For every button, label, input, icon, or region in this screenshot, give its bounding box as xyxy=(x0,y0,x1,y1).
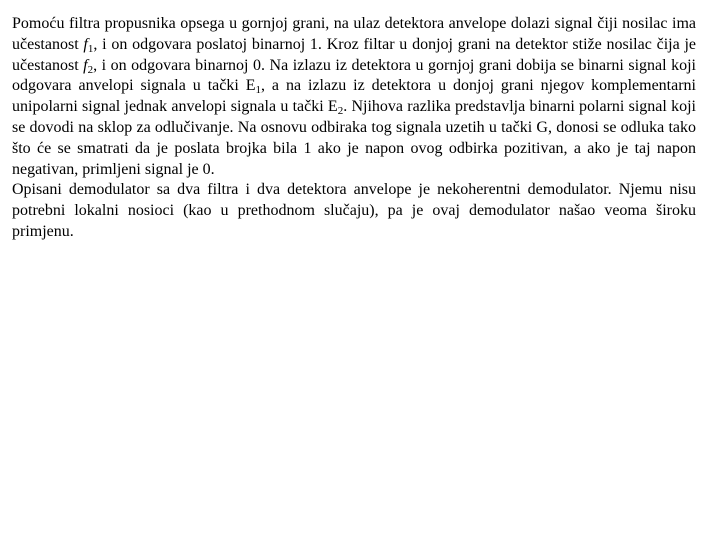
paragraph-1 xyxy=(12,14,696,180)
frequency-f1-symbol: f xyxy=(83,35,88,53)
point-e2-subscript: 2 xyxy=(337,105,344,118)
paragraph-1-text-4: , a na izlazu iz detektora u donjoj grani njegov komplementarni unipolarni signal jednak anvelopi signala u tački E xyxy=(12,77,697,116)
paragraph-1-text-1: Pomoću filtra propusnika opsega u gornjoj grani, na ulaz detektora anvelope dolazi signal čiji nosilac ima učestanost xyxy=(12,15,696,53)
paragraph-1-text-5: . Njihova razlika predstavlja binarni polarni signal koji se dovodi na sklop za odlučivanje. Na osnovu odbiraka tog signala uzetih u tački G, donosi se odluka tako što će se smatrati da je poslata brojka bila 1 ako je napon ovog odbirka pozitivan, a ako je taj napon negativan, primljeni signal je 0. xyxy=(12,98,697,178)
frequency-f2-symbol: f xyxy=(83,56,88,74)
paragraph-1-text-3: , i on odgovara binarnoj 0. Na izlazu iz detektora u gornjoj grani dobija se binarni signal koji odgovara anvelopi signala u tački E xyxy=(12,56,696,95)
frequency-f1-subscript: 1 xyxy=(87,42,94,55)
paragraph-2: Opisani demodulator sa dva filtra i dva detektora anvelope je nekoherentni demodulator. Njemu nisu potrebni lokalni nosioci (kao u prethodnom slučaju), pa je ovaj demodulator našao veoma široku primjenu. xyxy=(12,181,696,240)
paragraph-1-text-2: , i on odgovara poslatoj binarnoj 1. Kroz filtar u donjoj grani na detektor stiže nosilac čija je učestanost xyxy=(12,35,696,74)
point-e1-subscript: 1 xyxy=(255,84,261,97)
document-body xyxy=(12,14,696,243)
frequency-f2-subscript: 2 xyxy=(87,63,94,76)
